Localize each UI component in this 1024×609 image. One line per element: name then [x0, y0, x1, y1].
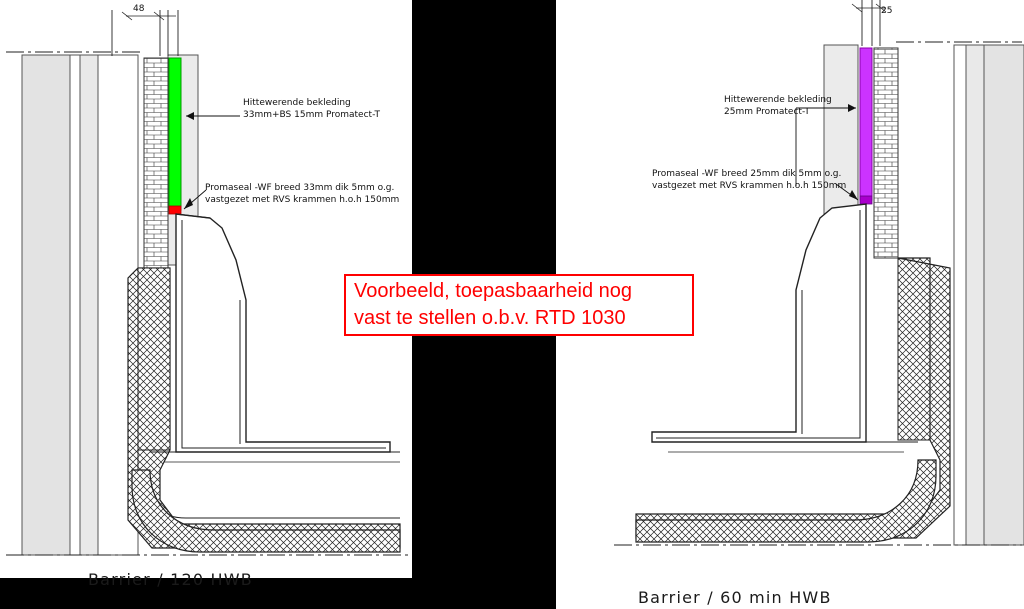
- right-panel-caption: Barrier / 60 min HWB: [638, 588, 832, 607]
- left-sealant-annotation-line1: Promaseal -WF breed 33mm dik 5mm o.g.: [205, 183, 395, 193]
- warning-line-2: vast te stellen o.b.v. RTD 1030: [354, 307, 626, 329]
- right-sealant-annotation-line1: Promaseal -WF breed 25mm dik 5mm o.g.: [652, 169, 842, 179]
- right-cladding-annotation-line1: Hittewerende bekleding: [724, 95, 832, 105]
- right-cladding-annotation-line2: 25mm Promatect-T: [724, 107, 810, 117]
- right-dimension-label: 25: [881, 6, 893, 16]
- left-cladding-annotation: [243, 97, 380, 121]
- warning-line-1: Voorbeeld, toepasbaarheid nog: [354, 280, 633, 302]
- left-cladding-annotation-line2: 33mm+BS 15mm Promatect-T: [243, 110, 380, 120]
- left-panel-caption: Barrier / 120 HWB: [88, 570, 253, 589]
- right-cladding-annotation: [724, 94, 832, 118]
- warning-callout-box: [344, 274, 694, 336]
- left-sealant-annotation: [205, 182, 399, 206]
- left-cladding-annotation-line1: Hittewerende bekleding: [243, 98, 351, 108]
- left-sealant-annotation-line2: vastgezet met RVS krammen h.o.h 150mm: [205, 195, 400, 205]
- right-sealant-annotation-line2: vastgezet met RVS krammen h.o.h 150mm: [652, 181, 847, 191]
- left-dimension-label: 48: [133, 4, 145, 14]
- right-sealant-annotation: [652, 168, 846, 192]
